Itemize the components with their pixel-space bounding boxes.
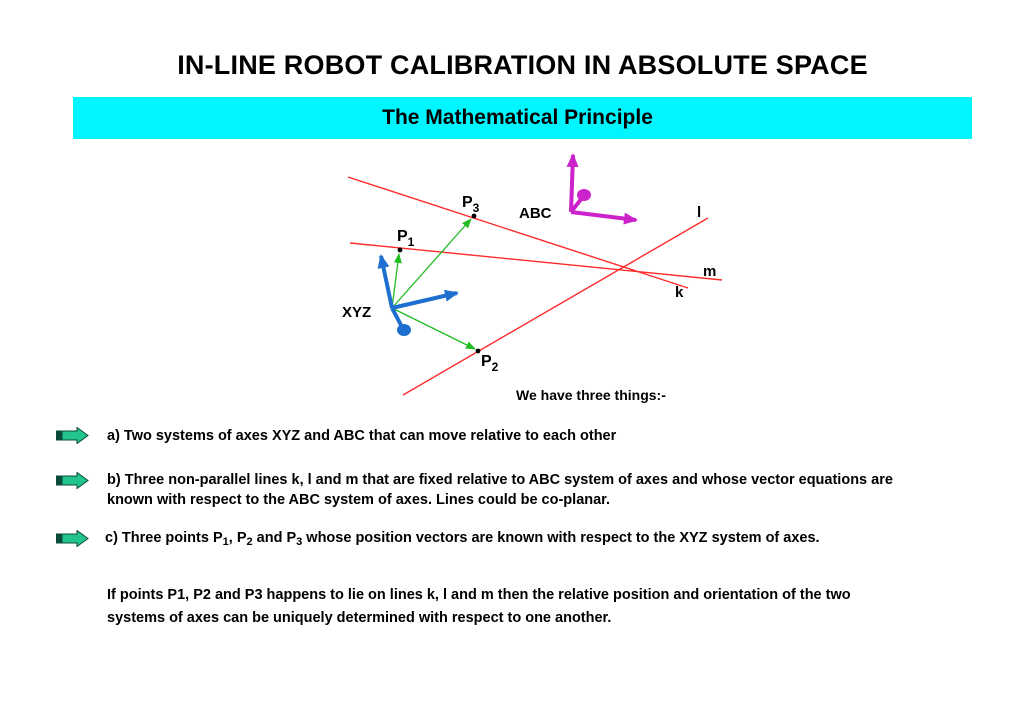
label-m: m xyxy=(703,263,717,280)
bullet-b-text xyxy=(107,470,893,510)
label-abc: ABC xyxy=(519,205,552,222)
diagram-caption: We have three things:- xyxy=(516,387,666,403)
conclusion-line2: systems of axes can be uniquely determined with respect to one another. xyxy=(107,610,612,626)
label-p1: $P_1$ xyxy=(397,228,415,249)
bullet-c-text: c) Three points $P_1$, $P_2$ and $P_3$ whose position vectors are known with respect to the XYZ system of axes. xyxy=(105,530,820,548)
bullet-arrow-icon xyxy=(56,427,89,444)
label-k: k xyxy=(675,284,684,301)
label-p3: $P_3$ xyxy=(462,194,480,215)
bullet-arrow-icon xyxy=(56,530,89,547)
bullet-b-line1: b) Three non-parallel lines k, l and m that are fixed relative to ABC system of axes and whose vector equations are xyxy=(107,472,893,488)
bullet-arrow-icon xyxy=(56,472,89,489)
conclusion-line1: If points P1, P2 and P3 happens to lie on lines k, l and m then the relative position and orientation of the two xyxy=(107,587,851,603)
point-p1 xyxy=(398,248,403,253)
bullet-b-line2: known with respect to the ABC system of axes. Lines could be co-planar. xyxy=(107,492,611,508)
bullet-a-text: a) Two systems of axes XYZ and ABC that can move relative to each other xyxy=(107,428,617,444)
subtitle-text: The Mathematical Principle xyxy=(382,106,653,129)
point-p2 xyxy=(476,349,481,354)
conclusion-text xyxy=(107,584,967,630)
abc-axes-icon xyxy=(571,155,636,220)
label-l: l xyxy=(697,204,702,221)
vector-p1 xyxy=(392,254,399,308)
label-p2: $P_2$ xyxy=(481,353,499,374)
xyz-axes-icon xyxy=(381,256,457,336)
slide-title: IN-LINE ROBOT CALIBRATION IN ABSOLUTE SPACE xyxy=(177,50,868,80)
label-xyz: XYZ xyxy=(342,304,372,321)
line-m xyxy=(350,243,722,280)
